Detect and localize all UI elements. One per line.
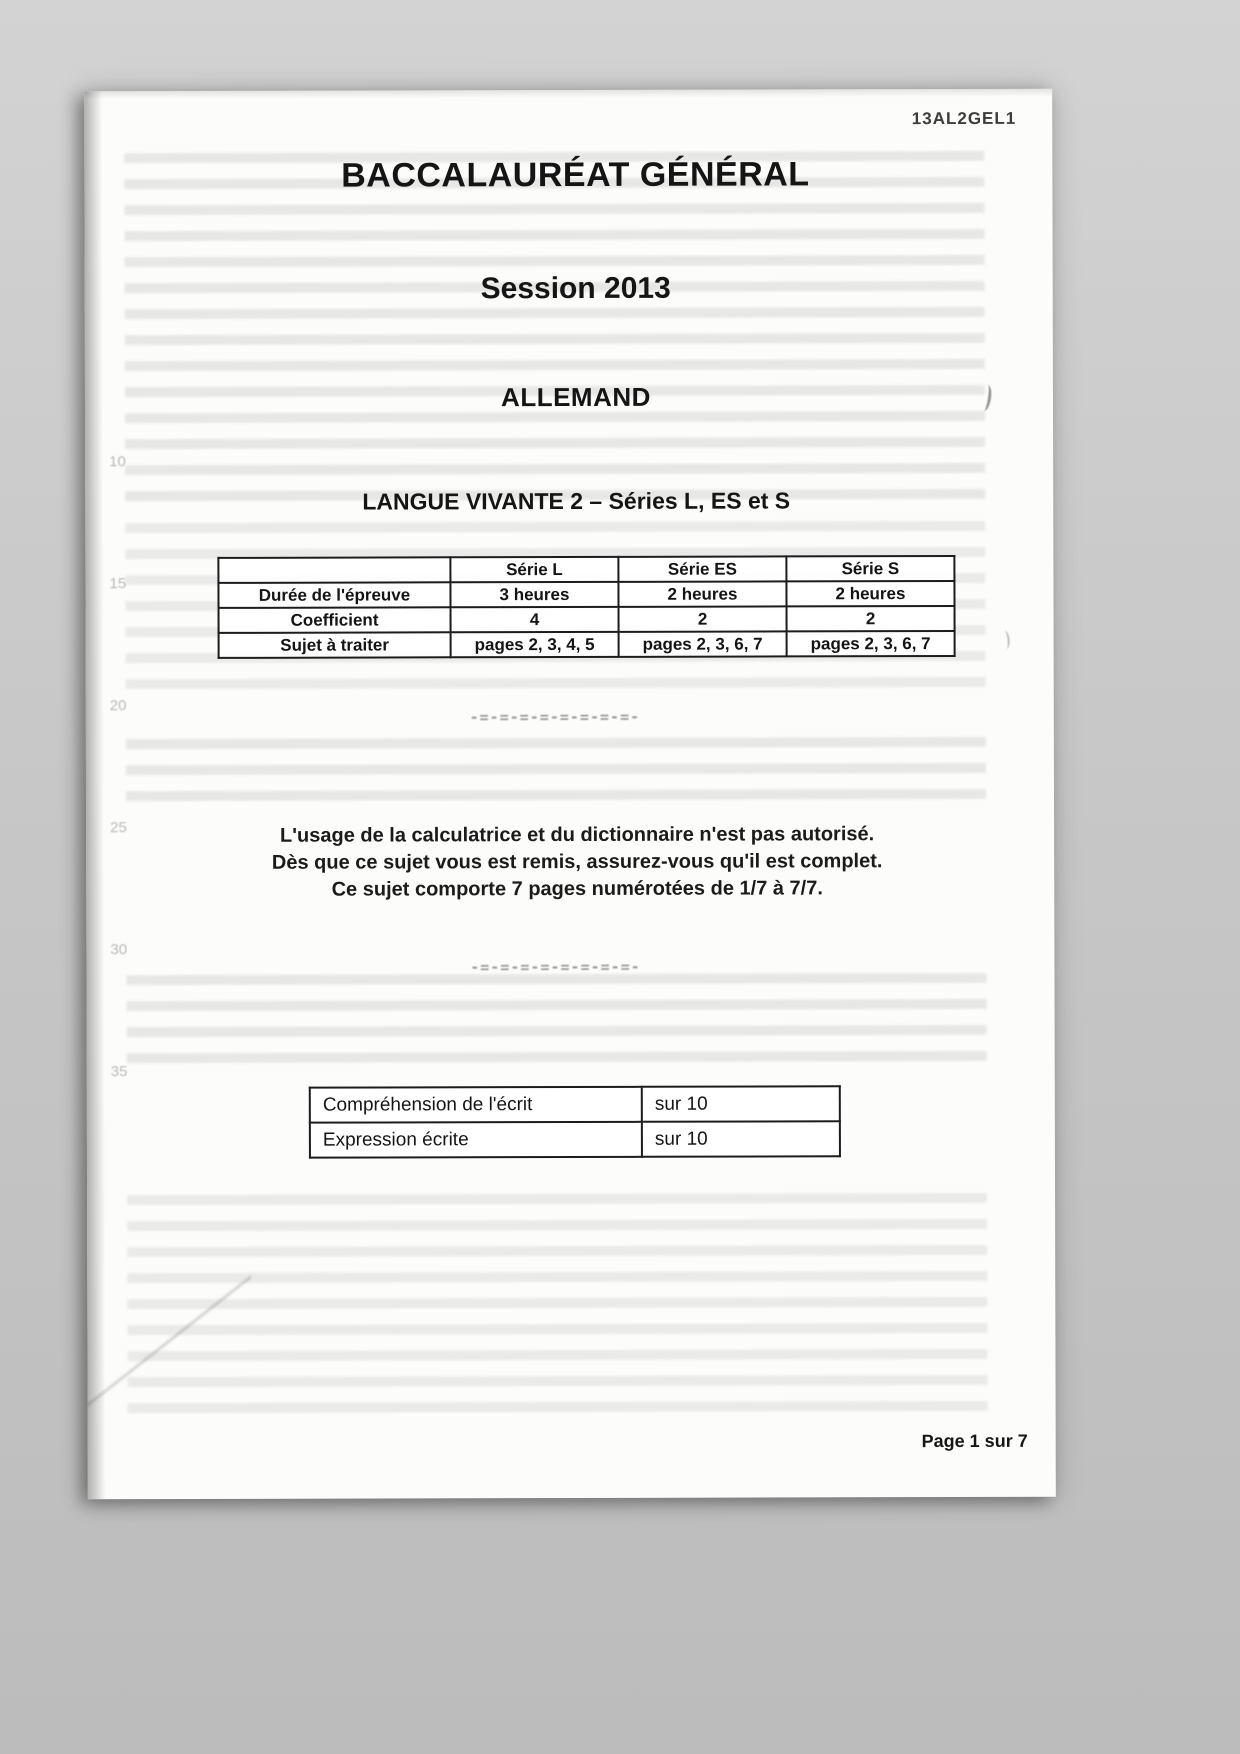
page-title: BACCALAURÉAT GÉNÉRAL (341, 155, 810, 195)
document-code: 13AL2GEL1 (911, 108, 1017, 129)
table-cell: 2 (787, 606, 955, 631)
subject-heading: ALLEMAND (500, 381, 651, 413)
bleedthrough-line-number: 35 (110, 1063, 128, 1081)
exam-subtitle: LANGUE VIVANTE 2 – Séries L, ES et S (362, 487, 791, 515)
row-label-duree: Durée de l'épreuve (218, 582, 450, 608)
table-cell: 3 heures (450, 582, 618, 607)
table-row (310, 1086, 840, 1122)
exam-paper-page (84, 89, 1056, 1500)
bleedthrough-line-number: 15 (109, 575, 127, 593)
table-cell: 2 (619, 606, 787, 631)
bleedthrough-line-number: 20 (109, 697, 127, 715)
exam-table-column-serie-s: Série S (786, 556, 954, 581)
notice-calculator: L'usage de la calculatrice et du dictionnaire n'est pas autorisé. (280, 823, 875, 847)
grading-value: sur 10 (642, 1086, 840, 1122)
bleedthrough-line-number: 30 (110, 941, 128, 959)
page-content (106, 89, 1048, 1499)
table-cell: pages 2, 3, 6, 7 (619, 631, 787, 656)
table-cell: pages 2, 3, 6, 7 (787, 631, 955, 656)
table-row (219, 631, 955, 658)
exam-instructions (108, 821, 1046, 904)
table-cell: 2 heures (786, 581, 954, 606)
exam-table-corner-cell (218, 557, 450, 583)
table-row (218, 581, 954, 608)
page-number: Page 1 sur 7 (921, 1430, 1028, 1452)
exam-table-header-row (218, 556, 954, 583)
grading-table (309, 1085, 841, 1158)
grading-label-comprehension: Compréhension de l'écrit (310, 1087, 642, 1123)
bleedthrough-line-number: 25 (110, 819, 127, 837)
row-label-sujet: Sujet à traiter (219, 632, 451, 658)
row-label-coefficient: Coefficient (219, 607, 451, 633)
session-heading: Session 2013 (480, 271, 671, 306)
notice-page-count: Ce sujet comporte 7 pages numérotées de 1/7 à 7/7. (331, 877, 823, 901)
bleedthrough-line-number: 10 (109, 453, 126, 471)
exam-table-column-serie-es: Série ES (618, 556, 786, 581)
notice-complete-check: Dès que ce sujet vous est remis, assurez-vous qu'il est complet. (271, 850, 883, 874)
table-row (310, 1121, 840, 1157)
bleedthrough-separator: -=-=-=-=-=-=-=-=- (469, 707, 641, 727)
table-cell: pages 2, 3, 4, 5 (451, 632, 619, 657)
table-cell: 4 (451, 607, 619, 632)
grading-value: sur 10 (642, 1121, 840, 1157)
grading-label-expression: Expression écrite (310, 1122, 642, 1158)
table-cell: 2 heures (618, 581, 786, 606)
bleedthrough-separator: -=-=-=-=-=-=-=-=- (470, 957, 641, 977)
exam-table-column-serie-l: Série L (450, 557, 618, 582)
exam-info-table (217, 555, 955, 659)
table-row (219, 606, 955, 633)
